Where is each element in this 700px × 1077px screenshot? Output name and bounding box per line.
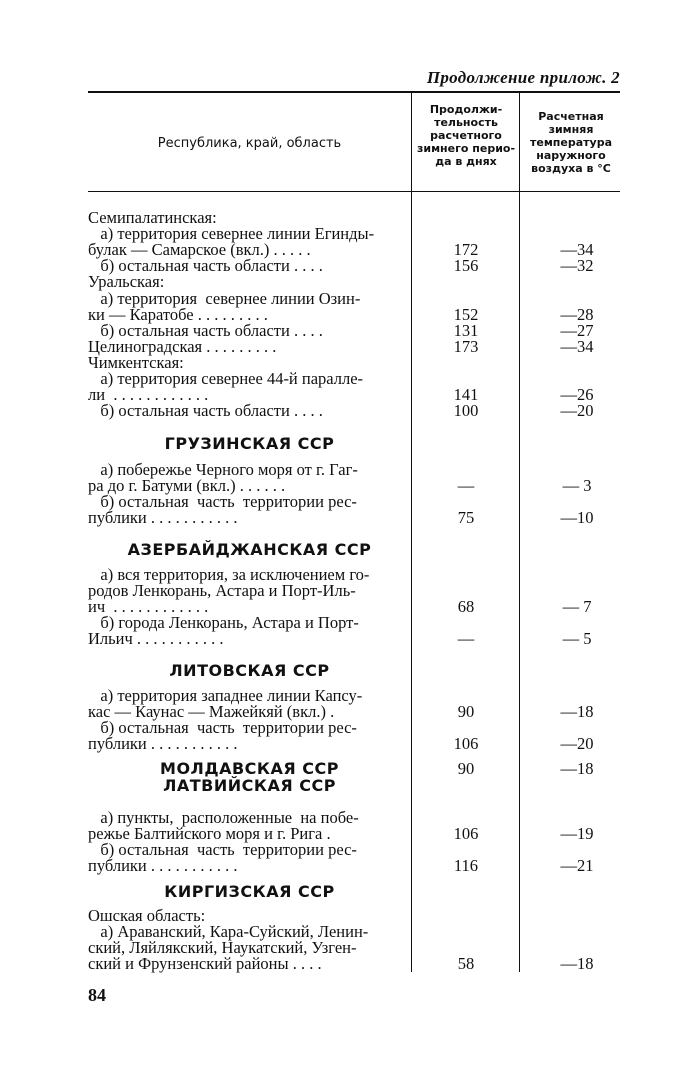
temperature-value: —26 bbox=[560, 385, 594, 404]
region-line: ский, Ляйлякский, Наукатский, Узген- bbox=[88, 938, 357, 957]
section-title: АЗЕРБАЙДЖАНСКАЯ ССР bbox=[127, 540, 372, 559]
region-line: б) остальная часть территории рес- bbox=[88, 492, 357, 511]
column-divider-2 bbox=[519, 92, 520, 972]
section-title: ЛАТВИЙСКАЯ ССР bbox=[163, 776, 336, 795]
region-line: Ошская область: bbox=[88, 906, 206, 925]
region-line: ли . . . . . . . . . . . . bbox=[88, 385, 209, 404]
column-header-temperature bbox=[521, 110, 621, 175]
region-line: режье Балтийского моря и г. Рига . bbox=[88, 824, 331, 843]
temperature-value: —28 bbox=[560, 305, 594, 324]
region-line: а) территория севернее линии Егинды- bbox=[88, 224, 375, 243]
duration-value: 68 bbox=[457, 597, 475, 616]
header-line: да в днях bbox=[435, 155, 497, 168]
duration-value: 75 bbox=[457, 508, 475, 527]
temperature-value: —34 bbox=[560, 337, 594, 356]
region-line: публики . . . . . . . . . . . bbox=[88, 856, 238, 875]
header-line: расчетного bbox=[430, 129, 502, 142]
running-header: Продолжение прилож. 2 bbox=[426, 68, 620, 87]
region-line: кас — Каунас — Мажейкяй (вкл.) . bbox=[88, 702, 335, 721]
duration-value: 141 bbox=[453, 385, 479, 404]
section-title: ГРУЗИНСКАЯ ССР bbox=[164, 434, 335, 453]
column-divider-1 bbox=[411, 92, 412, 972]
duration-value: 106 bbox=[453, 824, 479, 843]
temperature-value: —20 bbox=[560, 401, 594, 420]
duration-value: — bbox=[457, 629, 475, 648]
temperature-value: —20 bbox=[560, 734, 594, 753]
region-line: а) вся территория, за исключением го- bbox=[88, 565, 370, 584]
header-line: воздуха в °С bbox=[531, 162, 611, 175]
duration-value: — bbox=[457, 476, 475, 495]
region-line: б) остальная часть территории рес- bbox=[88, 840, 357, 859]
temperature-value: —10 bbox=[560, 508, 594, 527]
region-line: булак — Самарское (вкл.) . . . . . bbox=[88, 240, 311, 259]
header-line: зимнего перио- bbox=[416, 142, 516, 155]
duration-value: 152 bbox=[453, 305, 479, 324]
region-line: Ильич . . . . . . . . . . . bbox=[88, 629, 224, 648]
temperature-value: —21 bbox=[560, 856, 594, 875]
column-header-region: Республика, край, область bbox=[157, 136, 342, 151]
header-line: зимняя bbox=[548, 123, 594, 136]
region-line: б) остальная часть области . . . . bbox=[88, 256, 323, 275]
top-rule bbox=[88, 91, 620, 93]
region-line: б) остальная часть территории рес- bbox=[88, 718, 357, 737]
region-line: публики . . . . . . . . . . . bbox=[88, 508, 238, 527]
temperature-value: —18 bbox=[560, 759, 594, 778]
header-line: тельность bbox=[434, 116, 498, 129]
header-line: наружного bbox=[536, 149, 606, 162]
header-rule bbox=[88, 191, 620, 192]
duration-value: 106 bbox=[453, 734, 479, 753]
region-line: ский и Фрунзенский районы . . . . bbox=[88, 954, 322, 973]
temperature-value: —19 bbox=[560, 824, 594, 843]
column-header-duration bbox=[413, 103, 519, 168]
temperature-value: — 3 bbox=[562, 476, 592, 495]
temperature-value: —27 bbox=[560, 321, 594, 340]
section-title: ЛИТОВСКАЯ ССР bbox=[169, 661, 330, 680]
page-number: 84 bbox=[88, 985, 106, 1005]
region-line: Чимкентская: bbox=[88, 353, 184, 372]
duration-value: 100 bbox=[453, 401, 479, 420]
region-line: а) пункты, расположенные на побе- bbox=[88, 808, 359, 827]
region-line: ич . . . . . . . . . . . . bbox=[88, 597, 209, 616]
region-line: б) города Ленкорань, Астара и Порт- bbox=[88, 613, 359, 632]
region-line: а) Араванский, Кара-Суйский, Ленин- bbox=[88, 922, 369, 941]
temperature-value: —34 bbox=[560, 240, 594, 259]
region-line: Семипалатинская: bbox=[88, 208, 217, 227]
duration-value: 131 bbox=[453, 321, 479, 340]
duration-value: 156 bbox=[453, 256, 479, 275]
duration-value: 173 bbox=[453, 337, 479, 356]
temperature-value: —18 bbox=[560, 954, 594, 973]
temperature-value: — 7 bbox=[562, 597, 592, 616]
region-line: ра до г. Батуми (вкл.) . . . . . . bbox=[88, 476, 286, 495]
region-line: а) территория западнее линии Капсу- bbox=[88, 686, 363, 705]
duration-value: 90 bbox=[457, 759, 475, 778]
temperature-value: —32 bbox=[560, 256, 594, 275]
duration-value: 172 bbox=[453, 240, 479, 259]
duration-value: 90 bbox=[457, 702, 475, 721]
region-line: а) территория севернее линии Озин- bbox=[88, 289, 361, 308]
temperature-value: — 5 bbox=[562, 629, 592, 648]
temperature-value: —18 bbox=[560, 702, 594, 721]
region-line: Уральская: bbox=[88, 272, 165, 291]
region-line: публики . . . . . . . . . . . bbox=[88, 734, 238, 753]
duration-value: 116 bbox=[453, 856, 479, 875]
section-title: КИРГИЗСКАЯ ССР bbox=[164, 882, 335, 901]
region-line: родов Ленкорань, Астара и Порт-Иль- bbox=[88, 581, 356, 600]
region-line: а) побережье Черного моря от г. Гаг- bbox=[88, 460, 358, 479]
region-line: Целиноградская . . . . . . . . . bbox=[88, 337, 277, 356]
region-line: б) остальная часть области . . . . bbox=[88, 401, 323, 420]
section-title: МОЛДАВСКАЯ ССР bbox=[160, 759, 339, 778]
header-line: Продолжи- bbox=[429, 103, 503, 116]
header-line: температура bbox=[529, 136, 613, 149]
region-line: а) территория севернее 44-й паралле- bbox=[88, 369, 364, 388]
header-line: Расчетная bbox=[538, 110, 604, 123]
duration-value: 58 bbox=[457, 954, 475, 973]
region-line: б) остальная часть области . . . . bbox=[88, 321, 323, 340]
region-line: ки — Каратобе . . . . . . . . . bbox=[88, 305, 268, 324]
